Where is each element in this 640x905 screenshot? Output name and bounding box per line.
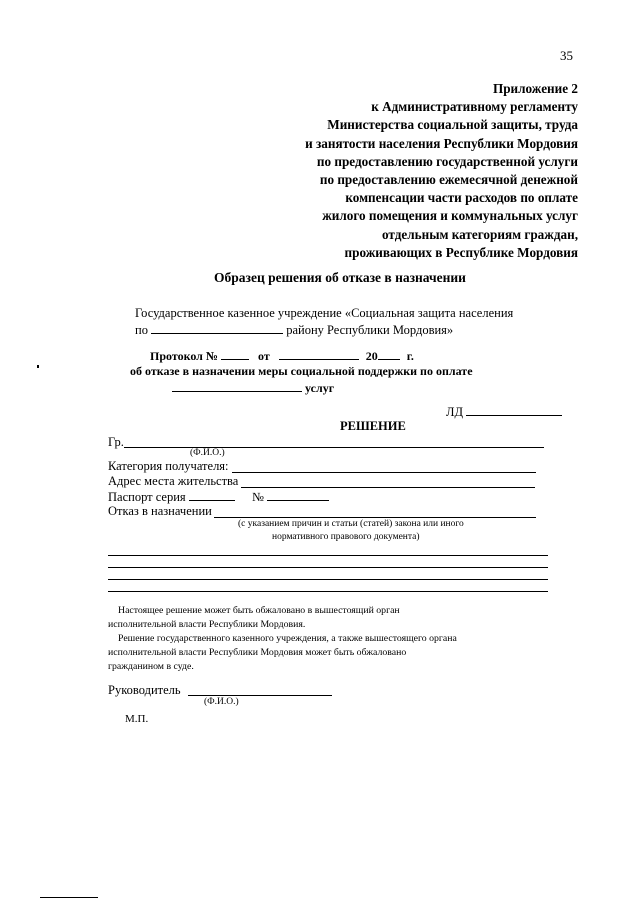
- refusal-hint-2: нормативного правового документа): [272, 532, 420, 542]
- passport-line: [108, 489, 329, 505]
- protocol-year-suffix: г.: [406, 349, 414, 363]
- address-label: Адрес места жительства: [108, 474, 239, 488]
- appendix-line: проживающих в Республике Мордовия: [344, 244, 578, 260]
- appendix-line: жилого помещения и коммунальных услуг: [322, 208, 578, 224]
- appendix-line: по предоставлению ежемесячной денежной: [319, 172, 578, 188]
- passport-number-blank[interactable]: [267, 489, 329, 501]
- protocol-subject: об отказе в назначении меры социальной поддержки по оплате: [130, 364, 473, 378]
- protocol-date-blank[interactable]: [279, 348, 359, 360]
- appendix-line: по предоставлению государственной услуги: [316, 153, 578, 169]
- ld-blank[interactable]: [466, 404, 562, 416]
- reason-line[interactable]: [108, 555, 548, 556]
- protocol-year: 20: [365, 349, 378, 363]
- appeal-note-line: исполнительной власти Республики Мордовия может быть обжаловано: [108, 647, 407, 658]
- protocol-label: Протокол №: [150, 349, 218, 363]
- reason-line[interactable]: [108, 567, 548, 568]
- appendix-line: отдельным категориям граждан,: [381, 226, 578, 242]
- appendix-line: Министерства социальной защиты, труда: [327, 117, 578, 133]
- footnote-rule: [40, 897, 98, 898]
- district-blank[interactable]: [151, 322, 283, 334]
- category-label: Категория получателя:: [108, 459, 229, 473]
- appeal-note-line: Настоящее решение может быть обжаловано в вышестоящий орган: [118, 605, 400, 616]
- page-number: 35: [560, 48, 573, 63]
- passport-label: Паспорт серия: [108, 490, 186, 504]
- appendix-line: и занятости населения Республики Мордовия: [305, 135, 578, 151]
- document-title: Образец решения об отказе в назначении: [214, 270, 466, 285]
- citizen-blank[interactable]: [124, 447, 544, 448]
- address-blank[interactable]: [241, 487, 535, 488]
- appendix-line: к Административному регламенту: [371, 99, 578, 115]
- decision-heading: РЕШЕНИЕ: [340, 419, 406, 433]
- protocol-line: [150, 348, 414, 364]
- appendix-header: [305, 80, 578, 262]
- head-signature-blank[interactable]: [188, 695, 332, 696]
- appeal-note-line: гражданином в суде.: [108, 661, 194, 672]
- institution-line-1: Государственное казенное учреждение «Социальная защита населения: [135, 306, 514, 320]
- institution-line-2: [135, 322, 453, 338]
- head-label: Руководитель: [108, 683, 181, 697]
- appeal-note-line: исполнительной власти Республики Мордовия.: [108, 619, 306, 630]
- ld-label: ЛД: [446, 405, 464, 419]
- scan-artifact: [37, 365, 39, 368]
- passport-series-blank[interactable]: [189, 489, 235, 501]
- refusal-blank[interactable]: [214, 517, 536, 518]
- stamp-placeholder: М.П.: [125, 713, 149, 725]
- protocol-from: от: [257, 349, 270, 363]
- reason-line[interactable]: [108, 591, 548, 592]
- protocol-year-blank[interactable]: [378, 348, 400, 360]
- appeal-note-line: Решение государственного казенного учреждения, а также вышестоящего органа: [118, 633, 457, 644]
- institution-suffix: району Республики Мордовия»: [286, 323, 454, 337]
- institution-prefix: по: [135, 323, 148, 337]
- citizen-fio-hint: (Ф.И.О.): [190, 448, 225, 458]
- services-blank[interactable]: [172, 380, 302, 392]
- protocol-services: услуг: [305, 381, 335, 395]
- reason-line[interactable]: [108, 579, 548, 580]
- refusal-hint-1: (с указанием причин и статьи (статей) закона или иного: [238, 519, 464, 529]
- protocol-services-line: [172, 380, 334, 396]
- refusal-label: Отказ в назначении: [108, 504, 212, 518]
- head-fio-hint: (Ф.И.О.): [204, 697, 239, 707]
- appendix-line: Приложение 2: [492, 81, 578, 96]
- category-blank[interactable]: [232, 472, 536, 473]
- appendix-line: компенсации части расходов по оплате: [345, 190, 578, 206]
- citizen-label: Гр.: [108, 435, 124, 449]
- protocol-number-blank[interactable]: [221, 348, 249, 360]
- number-sign: №: [251, 490, 264, 504]
- personal-file-field: [446, 404, 562, 420]
